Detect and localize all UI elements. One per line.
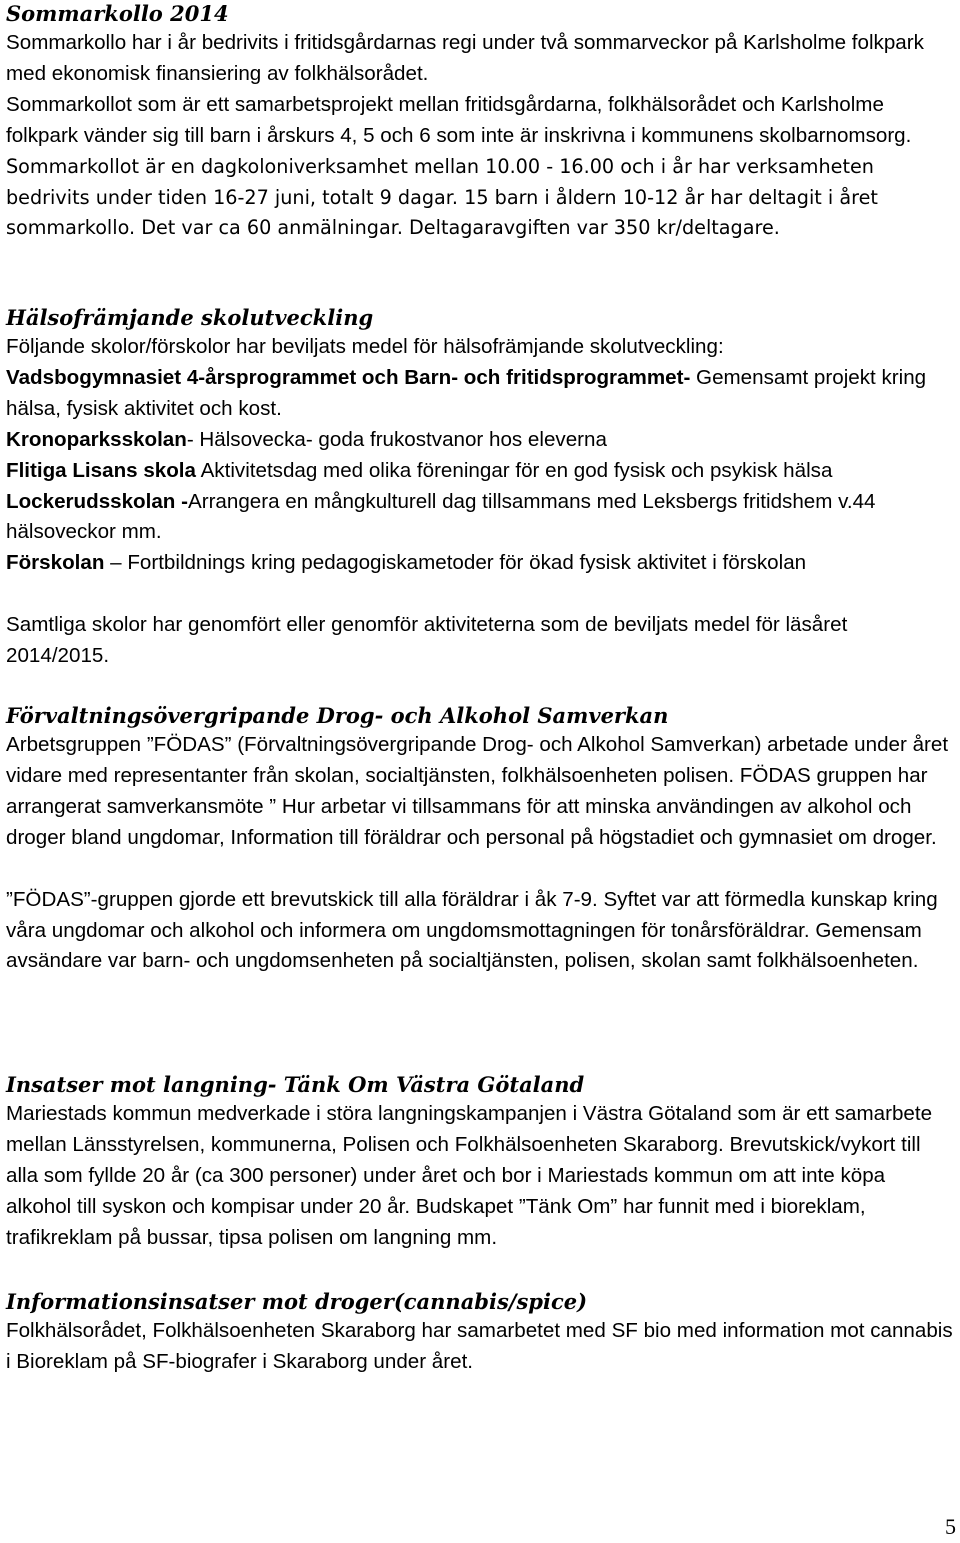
section-sommarkollo: [6, 0, 956, 244]
school-name: Kronoparksskolan: [6, 427, 187, 451]
section-heading: Sommarkollo 2014: [6, 1, 229, 26]
paragraph: Mariestads kommun medverkade i störa langningskampanjen i Västra Götaland som är ett samarbete mellan Länsstyrelsen, kommunerna, Polisen och Folkhälsoenheten Skaraborg. Brevutskick/vykort till alla som fyllde 20 år (ca 300 personer) under året och bor i Mariestads kommun om att inte köpa alkohol till syskon och kompisar under 20 år. Budskapet ”Tänk Om” har funnit med i bioreklam, trafikreklam på bussar, tipsa polisen om langning mm.: [6, 1102, 933, 1249]
item-text: Aktivitetsdag med olika föreningar för en god fysisk och psykisk hälsa: [195, 458, 833, 482]
section-heading: Förvaltningsövergripande Drog- och Alkohol Samverkan: [6, 703, 669, 728]
paragraph: Folkhälsorådet, Folkhälsoenheten Skaraborg har samarbetet med SF bio med information mot cannabis i Bioreklam på SF-biografer i Skaraborg under året.: [6, 1319, 953, 1373]
school-name: Lockerudsskolan -: [6, 489, 188, 513]
section-halsoframjande: [6, 304, 956, 672]
item-text: Gemensamt projekt kring hälsa, fysisk aktivitet och kost.: [6, 365, 927, 420]
list-item: [6, 425, 956, 456]
item-text: - Hälsovecka- goda frukostvanor hos eleverna: [186, 427, 607, 451]
school-name: Flitiga Lisans skola: [6, 458, 196, 482]
paragraph-part: Sommarkollot är en dagkoloniverksamhet mellan 10.00 - 16.00 och i år har verksamheten bedrivits under tiden 16-27 juni, totalt 9 dagar. 15 barn i åldern 10-12 år har deltagit i året sommarkollo. Det var ca 60 anmälningar. Deltagaravgiften var 350 kr/deltagare.: [6, 154, 878, 240]
paragraph: Följande skolor/förskolor har beviljats medel för hälsofrämjande skolutveckling:: [6, 335, 724, 358]
section-fodas: [6, 702, 956, 977]
spacer: [6, 579, 956, 610]
paragraph: ”FÖDAS”-gruppen gjorde ett brevutskick till alla föräldrar i åk 7-9. Syftet var att förmedla kunskap kring våra ungdomar och alkohol och informera om ungdomsmottagningen för tonårsföräldrar. Gemensam avsändare var barn- och ungdomsenheten på socialtjänsten, polisen, skolan samt folkhälsoenheten.: [6, 887, 938, 973]
paragraph: Sommarkollo har i år bedrivits i fritidsgårdarnas regi under två sommarveckor på Karlsholme folkpark med ekonomisk finansiering av folkhälsorådet.: [6, 31, 924, 85]
school-name: Förskolan: [6, 551, 105, 575]
paragraph: Arbetsgruppen ”FÖDAS” (Förvaltningsövergripande Drog- och Alkohol Samverkan) arbetade under året vidare med representanter från skolan, socialtjänsten, folkhälsoenheten polisen. FÖDAS gruppen har arrangerat samverkansmöte ” Hur arbetar vi tillsammans för att minska användingen av alkohol och droger bland ungdomar, Information till föräldrar och personal på högstadiet och gymnasiet om droger.: [6, 733, 949, 849]
section-heading: Insatser mot langning- Tänk Om Västra Götaland: [6, 1072, 585, 1097]
section-heading: Informationsinsatser mot droger(cannabis/spice): [6, 1289, 588, 1314]
page-number: 5: [945, 1514, 956, 1539]
list-item: [6, 548, 956, 579]
list-item: [6, 456, 956, 487]
item-text: – Fortbildnings kring pedagogiskametoder för ökad fysisk aktivitet i förskolan: [104, 551, 807, 575]
section-heading: Hälsofrämjande skolutveckling: [6, 305, 374, 330]
section-information: [6, 1288, 956, 1378]
item-text: Arrangera en mångkulturell dag tillsammans med Leksbergs fritidshem v.44 hälsoveckor mm.: [6, 489, 876, 544]
list-item: [6, 487, 956, 549]
paragraph: [6, 90, 956, 245]
spacer: [6, 854, 956, 885]
section-langning: [6, 1071, 956, 1254]
school-name: Vadsbogymnasiet 4-årsprogrammet och Barn- och fritidsprogrammet-: [6, 365, 691, 389]
paragraph-part: Sommarkollot som är ett samarbetsprojekt mellan fritidsgårdarna, folkhälsorådet och Karlsholme folkpark vänder sig till barn i årskurs 4, 5 och 6 som inte är inskrivna i kommunens skolbarnomsorg.: [6, 92, 912, 147]
paragraph: Samtliga skolor har genomfört eller genomför aktiviteterna som de beviljats medel för läsåret 2014/2015.: [6, 613, 848, 668]
list-item: [6, 363, 956, 425]
